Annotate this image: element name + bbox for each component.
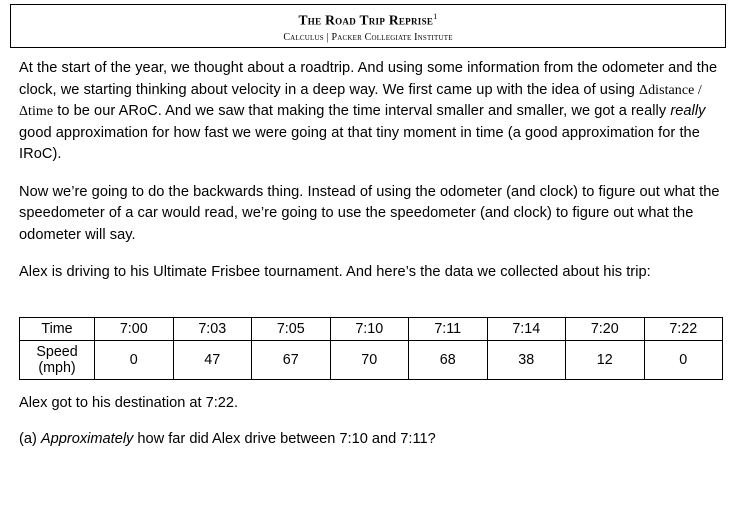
paragraph-intro-part1: At the start of the year, we thought about a roadtrip. And using some information from the odometer and the clock, we starting thinking about velocity in a deep way. We first came up with the idea of using — [19, 60, 718, 98]
table-row-speed — [20, 341, 723, 380]
trip-data-table-wrap — [19, 317, 723, 380]
paragraph-backwards: Now we’re going to do the backwards thing. Instead of using the odometer (and clock) to figure out what the speedometer of a car would read, we’re going to use the speedometer (and clock) to figure out what the odometer will say. — [19, 183, 720, 243]
document-header-box — [10, 4, 726, 48]
paragraph-intro-part2: to be our ARoC. And we saw that making the time interval smaller and smaller, we got a really — [53, 103, 671, 119]
table-cell-time-7: 7:22 — [644, 318, 723, 341]
document-title-text: The Road Trip Reprise — [298, 12, 434, 28]
table-header-speed-line1: Speed — [36, 344, 78, 360]
paragraph-intro — [19, 58, 725, 166]
document-post-table — [19, 393, 725, 465]
document-title-footnote-marker: 1 — [433, 12, 438, 21]
paragraph-intro-emphasis: really — [670, 103, 706, 119]
question-a-marker: (a) — [19, 431, 41, 447]
table-cell-speed-4: 68 — [409, 341, 488, 380]
table-row-time — [20, 318, 723, 341]
table-cell-time-5: 7:14 — [487, 318, 566, 341]
table-header-speed — [20, 341, 95, 380]
document-subtitle-text: Calculus | Packer Collegiate Institute — [283, 32, 453, 43]
table-cell-time-4: 7:11 — [409, 318, 488, 341]
table-cell-time-3: 7:10 — [330, 318, 409, 341]
table-cell-speed-5: 38 — [487, 341, 566, 380]
paragraph-alex-intro: Alex is driving to his Ultimate Frisbee tournament. And here’s the data we collected about his trip: — [19, 264, 651, 280]
paragraph-destination: Alex got to his destination at 7:22. — [19, 395, 239, 411]
table-cell-speed-6: 12 — [566, 341, 645, 380]
paragraph-intro-part3: good approximation for how fast we were going at that tiny moment in time (a good approximation for the IRoC). — [19, 124, 700, 162]
document-subtitle — [11, 33, 725, 43]
table-cell-speed-0: 0 — [95, 341, 174, 380]
table-header-speed-line2: (mph) — [38, 360, 76, 376]
trip-data-table — [19, 317, 723, 380]
document-body — [19, 58, 725, 284]
table-cell-speed-3: 70 — [330, 341, 409, 380]
arc-formula: Δdistance / Δtime — [19, 82, 702, 119]
table-cell-speed-2: 67 — [252, 341, 331, 380]
question-a-emphasis: Approximately — [40, 431, 134, 447]
document-title — [11, 13, 725, 27]
table-header-time: Time — [20, 318, 95, 341]
table-cell-time-6: 7:20 — [566, 318, 645, 341]
question-a — [19, 429, 725, 450]
table-cell-speed-1: 47 — [173, 341, 252, 380]
table-cell-time-2: 7:05 — [252, 318, 331, 341]
table-cell-time-1: 7:03 — [173, 318, 252, 341]
table-cell-time-0: 7:00 — [95, 318, 174, 341]
question-a-text: how far did Alex drive between 7:10 and 7:11? — [133, 431, 436, 447]
table-cell-speed-7: 0 — [644, 341, 723, 380]
